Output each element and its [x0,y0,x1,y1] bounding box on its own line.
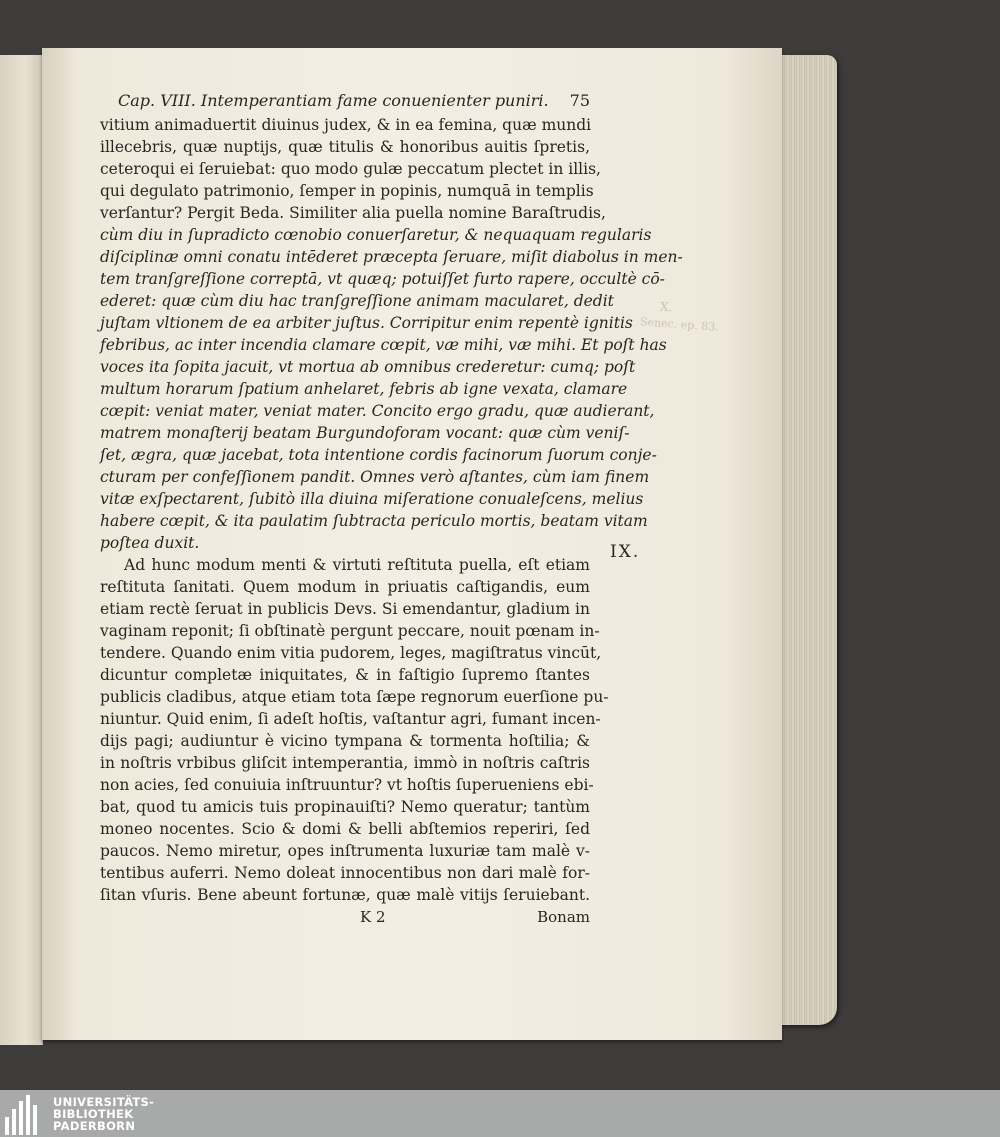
library-name-line3: PADERBORN [53,1118,136,1133]
text-line: etiam rectè ſeruat in publicis Devs. Si emendantur, gladium in [100,600,590,618]
text-line: illecebris, quæ nuptijs, quæ titulis & honoribus auitis ſpretis, [100,138,590,156]
library-logo-icon [5,1093,47,1135]
text-line: matrem monaſterij beatam Burgundoforam vocant: quæ cùm veniſ- [100,424,630,442]
text-line: tem tranſgreſſione correptā, vt quæq; potuiſſet furto rapere, occultè cō- [100,270,665,288]
text-line: niuntur. Quid enim, ſi adeſt hoſtis, vaſtantur agri, fumant incen- [100,710,601,728]
text-line: juſtam vltionem de ea arbiter juſtus. Corripitur enim repentè ignitis [100,314,633,332]
text-line: poſtea duxit. [100,534,200,552]
text-line: reſtituta ſanitati. Quem modum in priuatis caſtigandis, eum [100,578,590,596]
text-line: ſet, ægra, quæ jacebat, tota intentione cordis facinorum ſuorum conje- [100,446,657,464]
chapter-title: Cap. VIII. Intemperantiam fame conuenienter puniri. [118,91,549,110]
text-line: non acies, ſed conuiuia inſtruuntur? vt hoſtis ſuperueniens ebi- [100,776,594,794]
library-name-line2: BIBLIOTHEK [53,1106,134,1121]
text-line: vaginam reponit; ſi obſtinatè pergunt peccare, nouit pœnam in- [100,622,600,640]
page-footer [100,906,590,928]
text-line: vitium animaduertit diuinus judex, & in ea femina, quæ mundi [100,116,592,134]
text-line: cœpit: veniat mater, veniat mater. Concito ergo gradu, quæ audierant, [100,402,655,420]
text-line: ſitan vſuris. Bene abeunt fortunæ, quæ malè vitijs ſeruiebant. [100,886,590,904]
page-number: 75 [569,91,590,110]
text-line: cùm diu in ſupradicto cœnobio conuerſaretur, & nequaquam regularis [100,226,652,244]
text-line: ederet: quæ cùm diu hac tranſgreſſione animam macularet, dedit [100,292,614,310]
text-line: dijs pagi; audiuntur è vicino tympana & tormenta hoſtilia; & [100,732,590,750]
text-line: Ad hunc modum menti & virtuti reſtituta puella, eſt etiam [124,556,590,574]
bleed-through-reference: Senec. ep. 83. [639,315,720,334]
text-line: vitæ exſpectarent, ſubitò illa diuina miſeratione conualeſcens, melius [100,490,644,508]
text-line: febribus, ac inter incendia clamare cœpit, væ mihi, væ mihi. Et poſt has [100,336,667,354]
library-footer-bar [0,1090,1000,1137]
text-line: qui degulato patrimonio, ſemper in popinis, numquā in templis [100,182,594,200]
text-line: tendere. Quando enim vitia pudorem, leges, magiſtratus vincūt, [100,644,602,662]
running-header [100,88,590,114]
catchword: Bonam [537,908,590,926]
left-page-edge [0,55,43,1045]
signature-mark: K 2 [360,908,386,926]
text-line: paucos. Nemo miretur, opes inſtrumenta luxuriæ tam malè v- [100,842,590,860]
library-name [53,1096,154,1132]
text-line: diſciplinæ omni conatu intēderet præcepta ſeruare, miſit diabolus in men- [100,248,683,266]
bleed-through-mark: X. [659,299,673,315]
text-line: tentibus auferri. Nemo doleat innocentibus non dari malè for- [100,864,590,882]
text-line: publicis cladibus, atque etiam tota ſæpe regnorum euerſione pu- [100,688,609,706]
marginal-section-number: IX. [610,542,641,562]
text-line: ceteroqui ei ſeruiebat: quo modo gulæ peccatum plectet in illis, [100,160,601,178]
text-line: habere cœpit, & ita paulatim ſubtracta periculo mortis, beatam vitam [100,512,648,530]
text-line: voces ita ſopita jacuit, vt mortua ab omnibus crederetur: cumq; poſt [100,358,636,376]
text-line: verſantur? Pergit Beda. Similiter alia puella nomine Baraſtrudis, [100,204,606,222]
text-line: bat, quod tu amicis tuis propinauiſti? Nemo queratur; tantùm [100,798,590,816]
library-name-line1: UNIVERSITÄTS- [53,1094,155,1109]
page-stack-edges [775,55,837,1025]
text-line: dicuntur completæ iniquitates, & in faſtigio ſupremo ſtantes [100,666,590,684]
text-line: multum horarum ſpatium anhelaret, febris ab igne vexata, clamare [100,380,628,398]
text-line: in noſtris vrbibus gliſcit intemperantia, immò in noſtris caſtris [100,754,590,772]
text-line: cturam per confeſſionem pandit. Omnes verò aſtantes, cùm iam finem [100,468,650,486]
text-line: moneo nocentes. Scio & domi & belli abſtemios reperiri, ſed [100,820,590,838]
